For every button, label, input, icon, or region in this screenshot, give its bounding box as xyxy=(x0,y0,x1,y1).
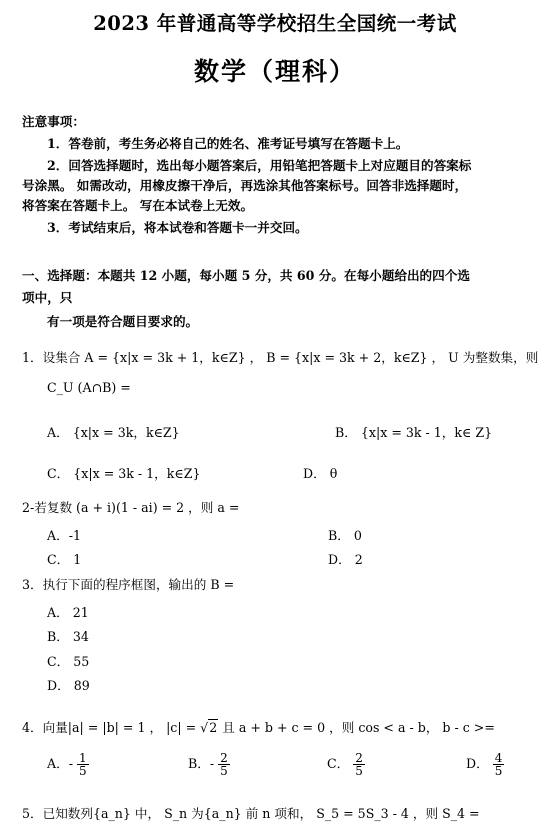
q4-option-b: B．- $\frac{2}{5}$ xyxy=(188,751,228,778)
sqrt-symbol: √ xyxy=(200,720,209,735)
notice-heading: 注意事项： xyxy=(22,114,85,129)
q2-option-d: D． 2 xyxy=(328,552,363,567)
q3-option-a: A． 21 xyxy=(47,605,89,620)
q1-option-b: B． {x|x = 3k - 1，k∈ Z} xyxy=(335,425,493,440)
section-heading: 一、选择题：本题共 12 小题，每小题 5 分，共 60 分。在每小题给出的四个选 xyxy=(22,268,470,283)
exam-title: 2023 年普通高等学校招生全国统一考试 xyxy=(93,12,457,35)
q1-option-c: C． {x|x = 3k - 1，k∈Z} xyxy=(47,466,201,481)
fraction: $\frac{2}{5}$ xyxy=(355,751,363,778)
q1-option-a: A． {x|x = 3k，k∈Z} xyxy=(47,425,180,440)
notice-item-2: 2．回答选择题时，选出每小题答案后，用铅笔把答题卡上对应题目的答案标 xyxy=(47,158,472,173)
fraction: $\frac{1}{5}$ xyxy=(78,751,87,778)
q3-option-d: D． 89 xyxy=(47,678,90,693)
fraction: $\frac{4}{5}$ xyxy=(494,751,503,778)
fraction: $\frac{2}{5}$ xyxy=(220,751,228,778)
section-heading-cont2: 有一项是符合题目要求的。 xyxy=(47,314,199,329)
q4-stem xyxy=(22,717,495,736)
q4-stem-end: 且 a + b + c = 0 ，则 cos < a - b， b - c >= xyxy=(218,720,495,735)
q1-stem: 1．设集合 A = {x|x = 3k + 1，k∈Z} ， B = {x|x = 3k + 2，k∈Z} ， U 为整数集，则 xyxy=(22,350,539,365)
notice-item-3: 3．考试结束后，将本试卷和答题卡一并交回。 xyxy=(47,220,308,235)
q4-option-c: C． $\frac{2}{5}$ xyxy=(327,751,363,778)
q1-option-d: D． θ xyxy=(303,466,338,481)
q4-stem-mid: |a| = |b| = 1 ， |c| = xyxy=(67,720,201,735)
q5-stem: 5．已知数列{a_n} 中， S_n 为{a_n} 前 n 项和， S_5 = 5S_3 - 4 ，则 S_4 = xyxy=(22,806,480,821)
q3-option-c: C． 55 xyxy=(47,654,90,669)
exam-subtitle: 数学（理科） xyxy=(193,57,356,86)
notice-item-1: 1．答卷前，考生务必将自己的姓名、准考证号填写在答题卡上。 xyxy=(47,136,409,151)
q2-option-c: C． 1 xyxy=(47,552,82,567)
q4-option-d: D． $\frac{4}{5}$ xyxy=(466,751,503,778)
q4-sqrt-value: 2 xyxy=(209,720,218,735)
q1-expr: C_U (A∩B) = xyxy=(47,380,131,395)
q3-stem: 3．执行下面的程序框图，输出的 B = xyxy=(22,577,235,592)
notice-item-2-cont: 号涂黑。 如需改动，用橡皮擦干净后，再选涂其他答案标号。回答非选择题时， xyxy=(22,178,468,193)
notice-item-2-cont2: 将答案在答题卡上。 写在本试卷上无效。 xyxy=(22,198,254,213)
q2-stem: 2-若复数 (a + i)(1 - ai) = 2 ，则 a = xyxy=(22,500,240,515)
section-heading-cont: 项中，只 xyxy=(22,290,73,305)
q2-option-a: A．-1 xyxy=(47,528,81,543)
q4-stem-start: 4．向量 xyxy=(22,720,68,735)
q4-option-a: A．- $\frac{1}{5}$ xyxy=(47,751,87,778)
q3-option-b: B． 34 xyxy=(47,629,89,644)
q2-option-b: B． 0 xyxy=(328,528,362,543)
